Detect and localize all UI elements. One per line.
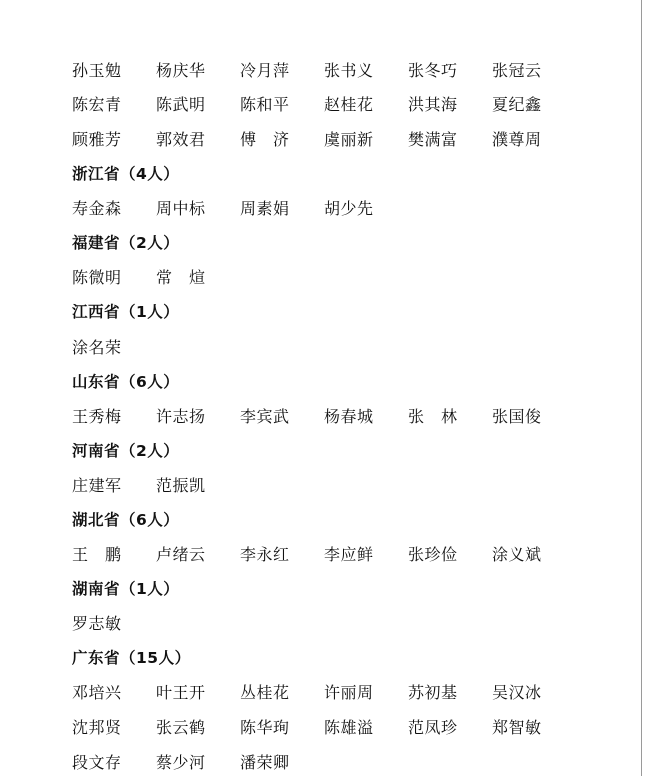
person-name: 陈宏青 bbox=[72, 95, 122, 115]
person-name: 涂义斌 bbox=[492, 545, 542, 565]
person-name: 张国俊 bbox=[492, 406, 542, 426]
person-name: 王 鹏 bbox=[72, 545, 122, 565]
person-name: 樊满富 bbox=[408, 129, 458, 149]
province-header-zhejiang: 浙江省（4人） bbox=[72, 165, 180, 184]
person-name: 虞丽新 bbox=[324, 129, 374, 149]
person-name: 洪其海 bbox=[408, 95, 458, 115]
person-name: 许志扬 bbox=[156, 406, 206, 426]
province-header-hubei: 湖北省（6人） bbox=[72, 511, 180, 530]
person-name: 范振凯 bbox=[156, 475, 206, 495]
person-name: 卢绪云 bbox=[156, 545, 206, 565]
name-row bbox=[72, 190, 632, 225]
page-edge-rule bbox=[641, 0, 642, 776]
name-row bbox=[72, 121, 632, 156]
person-name: 丛桂花 bbox=[240, 683, 290, 703]
person-name: 顾雅芳 bbox=[72, 129, 122, 149]
person-name: 郑智敏 bbox=[492, 718, 542, 738]
province-header-jiangxi: 江西省（1人） bbox=[72, 303, 180, 322]
person-name: 常 煊 bbox=[156, 268, 206, 288]
name-row bbox=[72, 52, 632, 87]
province-header-shandong: 山东省（6人） bbox=[72, 372, 180, 391]
name-row bbox=[72, 398, 632, 433]
province-header-fujian: 福建省（2人） bbox=[72, 234, 180, 253]
name-row bbox=[72, 467, 632, 502]
name-row bbox=[72, 536, 632, 571]
province-header-henan: 河南省（2人） bbox=[72, 441, 180, 460]
person-name: 沈邦贤 bbox=[72, 718, 122, 738]
person-name: 杨春城 bbox=[324, 406, 374, 426]
person-name: 孙玉勉 bbox=[72, 60, 122, 80]
person-name: 濮尊周 bbox=[492, 129, 542, 149]
person-name: 王秀梅 bbox=[72, 406, 122, 426]
person-name: 段文存 bbox=[72, 752, 122, 772]
person-name: 张冠云 bbox=[492, 60, 542, 80]
person-name: 张书义 bbox=[324, 60, 374, 80]
province-header-guangdong: 广东省（15人） bbox=[72, 649, 191, 668]
person-name: 邓培兴 bbox=[72, 683, 122, 703]
person-name: 寿金森 bbox=[72, 199, 122, 219]
person-name: 赵桂花 bbox=[324, 95, 374, 115]
person-name: 周中标 bbox=[156, 199, 206, 219]
person-name: 夏纪鑫 bbox=[492, 95, 542, 115]
person-name: 涂名荣 bbox=[72, 337, 122, 357]
name-row bbox=[72, 87, 632, 122]
person-name: 李宾武 bbox=[240, 406, 290, 426]
person-name: 陈雄溢 bbox=[324, 718, 374, 738]
person-name: 潘荣卿 bbox=[240, 752, 290, 772]
person-name: 陈华珣 bbox=[240, 718, 290, 738]
person-name: 李永红 bbox=[240, 545, 290, 565]
person-name: 李应鲜 bbox=[324, 545, 374, 565]
person-name: 吴汉冰 bbox=[492, 683, 542, 703]
person-name: 陈微明 bbox=[72, 268, 122, 288]
name-row bbox=[72, 744, 632, 778]
name-list-document bbox=[72, 52, 632, 778]
name-row bbox=[72, 675, 632, 710]
person-name: 范凤珍 bbox=[408, 718, 458, 738]
person-name: 许丽周 bbox=[324, 683, 374, 703]
person-name: 张云鹤 bbox=[156, 718, 206, 738]
person-name: 傅 济 bbox=[240, 129, 290, 149]
person-name: 周素娟 bbox=[240, 199, 290, 219]
name-row bbox=[72, 606, 632, 641]
person-name: 庄建军 bbox=[72, 475, 122, 495]
name-row bbox=[72, 329, 632, 364]
person-name: 陈和平 bbox=[240, 95, 290, 115]
person-name: 张冬巧 bbox=[408, 60, 458, 80]
name-row bbox=[72, 709, 632, 744]
person-name: 罗志敏 bbox=[72, 614, 122, 634]
person-name: 蔡少河 bbox=[156, 752, 206, 772]
person-name: 杨庆华 bbox=[156, 60, 206, 80]
person-name: 胡少先 bbox=[324, 199, 374, 219]
province-header-hunan: 湖南省（1人） bbox=[72, 580, 180, 599]
person-name: 冷月萍 bbox=[240, 60, 290, 80]
person-name: 张 林 bbox=[408, 406, 458, 426]
person-name: 张珍俭 bbox=[408, 545, 458, 565]
person-name: 叶王开 bbox=[156, 683, 206, 703]
person-name: 陈武明 bbox=[156, 95, 206, 115]
name-row bbox=[72, 260, 632, 295]
person-name: 郭效君 bbox=[156, 129, 206, 149]
person-name: 苏初基 bbox=[408, 683, 458, 703]
